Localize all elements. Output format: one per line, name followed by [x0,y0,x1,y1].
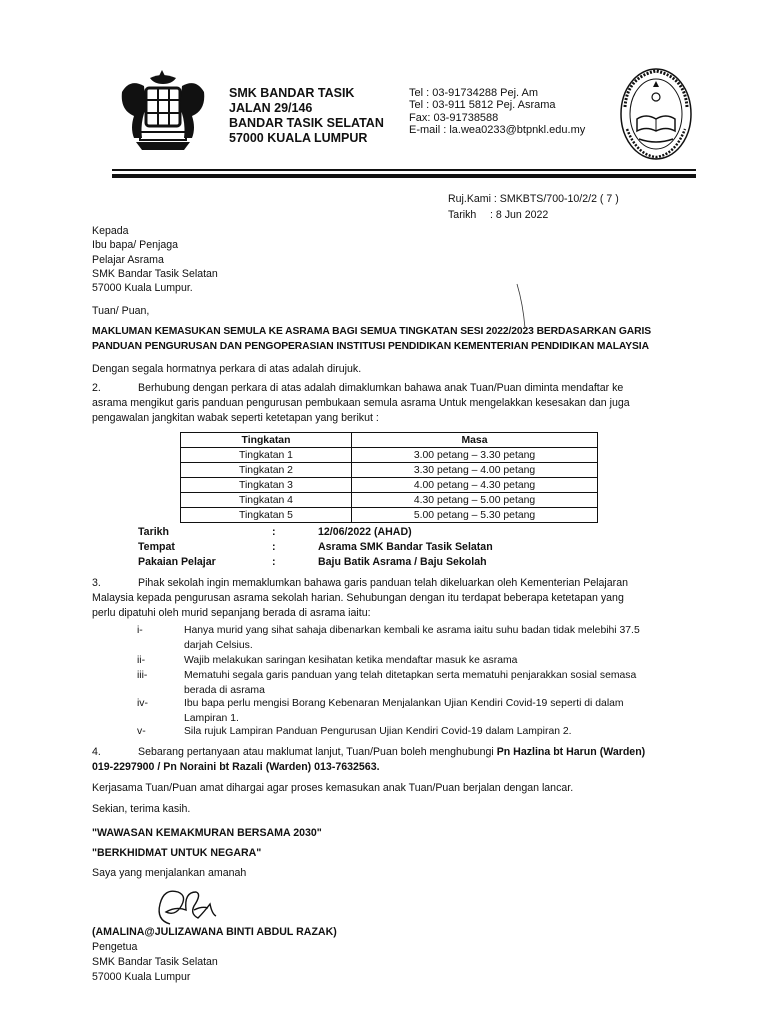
recipient-line: 57000 Kuala Lumpur. [92,282,193,295]
recipient-line: Kepada [92,225,129,237]
signatory-title: Pengetua [92,941,138,953]
para3-number: 3. [92,577,101,589]
rule-line: Sila rujuk Lampiran Panduan Pengurusan Ujian Kendiri Covid-19 dalam Lampiran 2. [184,726,572,737]
rule-number: v- [137,726,146,737]
salutation: Tuan/ Puan, [92,305,150,317]
para3-line: Pihak sekolah ingin memaklumkan bahawa garis panduan telah dikeluarkan oleh Kementerian Pelajaran [138,577,628,589]
rule-number: iii- [137,670,148,681]
warden-contact-2: 019-2297900 / Pn Noraini bt Razali (Warden) 013-7632563. [92,761,380,773]
cell-form: Tingkatan 5 [181,508,352,523]
rule-item [184,624,640,653]
para4-line [92,745,684,760]
para2-line: asrama mengikut garis panduan pengurusan pembukaan semula asrama Untuk mengelakkan kesesakan dan juga [92,397,630,409]
school-city: 57000 KUALA LUMPUR [229,131,368,145]
fax: Fax: 03-91738588 [409,111,499,124]
rule-number: i- [137,625,143,636]
header-divider-thin [112,169,696,171]
table-row [181,448,598,463]
recipient-block [92,224,218,295]
detail-value-place: Asrama SMK Bandar Tasik Selatan [318,541,493,553]
table-row [181,508,598,523]
cell-time: 5.00 petang – 5.30 petang [352,508,598,523]
signatory-org: SMK Bandar Tasik Selatan [92,956,218,968]
table-row [181,493,598,508]
cell-form: Tingkatan 1 [181,448,352,463]
rule-number: iv- [137,698,148,709]
rule-line: berada di asrama [184,684,265,696]
rule-item [184,725,572,740]
cell-time: 4.00 petang – 4.30 petang [352,478,598,493]
school-address-block [229,86,384,146]
recipient-line: SMK Bandar Tasik Selatan [92,267,218,280]
rule-line: Hanya murid yang sihat sahaja dibenarkan kembali ke asrama iaitu suhu badan tidak melebihi 37.5 [184,625,640,636]
rule-item [184,654,517,669]
closing-thanks: Sekian, terima kasih. [92,803,191,815]
rule-line: Lampiran 1. [184,712,239,724]
table-row [181,478,598,493]
schedule-table [180,432,598,523]
para2-line: pengawalan jangkitan wabak seperti ketetapan yang berikut : [92,412,379,424]
date-value: : 8 Jun 2022 [490,209,549,221]
col-header-tingkatan: Tingkatan [181,433,352,448]
rule-line: Mematuhi segala garis panduan yang telah ditetapkan serta mematuhi penjarakkan sosial semasa [184,670,637,681]
pen-mark [515,282,529,330]
warden-contact-1: Pn Hazlina bt Harun (Warden) [496,746,646,758]
detail-value-attire: Baju Batik Asrama / Baju Sekolah [318,556,487,568]
malaysia-coat-of-arms-logo [112,66,214,158]
para4 [92,745,684,775]
school-area: BANDAR TASIK SELATAN [229,116,384,130]
tel-general: Tel : 03-91734288 Pej. Am [409,87,539,99]
rule-line: Ibu bapa perlu mengisi Borang Kebenaran Menjalankan Ujian Kendiri Covid-19 seperti di dalam [184,698,624,709]
rule-item [184,697,624,726]
greeting: Dengan segala hormatnya perkara di atas adalah dirujuk. [92,363,362,375]
para2-line: Berhubung dengan perkara di atas adalah dimaklumkan bahawa anak Tuan/Puan diminta mendaftar ke [138,382,624,394]
cell-form: Tingkatan 2 [181,463,352,478]
detail-label-date: Tarikh [138,526,170,538]
email: E-mail : la.wea0233@btpnkl.edu.my [409,123,586,136]
motto-berkhidmat: "BERKHIDMAT UNTUK NEGARA" [92,847,262,859]
recipient-line: Ibu bapa/ Penjaga [92,239,179,252]
school-street: JALAN 29/146 [229,101,313,115]
cell-form: Tingkatan 4 [181,493,352,508]
col-header-masa: Masa [352,433,598,448]
para4-text: Sebarang pertanyaan atau maklumat lanjut, Tuan/Puan boleh menghubungi [138,746,497,758]
para2-number: 2. [92,382,101,394]
rule-item [184,669,636,698]
reference-number: Ruj.Kami : SMKBTS/700-10/2/2 ( 7 ) [448,193,619,205]
subject-line: PANDUAN PENGURUSAN DAN PENGOPERASIAN INSTITUSI PENDIDIKAN KEMENTERIAN PENDIDIKAN MALAYSIA [92,341,649,352]
closing-cooperation: Kerjasama Tuan/Puan amat dihargai agar proses kemasukan anak Tuan/Puan berjalan dengan lancar. [92,782,574,794]
school-name: SMK BANDAR TASIK [229,86,355,100]
header-divider-thick [112,174,696,178]
recipient-line: Pelajar Asrama [92,253,164,266]
para3 [92,576,684,621]
para4-number: 4. [92,746,101,758]
cell-form: Tingkatan 3 [181,478,352,493]
subject-line: MAKLUMAN KEMASUKAN SEMULA KE ASRAMA BAGI SEMUA TINGKATAN SESI 2022/2023 BERDASARKAN GARIS [92,326,652,337]
detail-label-attire: Pakaian Pelajar [138,556,216,568]
cell-time: 4.30 petang – 5.00 petang [352,493,598,508]
table-row [181,463,598,478]
date-label: Tarikh [448,209,477,221]
detail-sep: : [272,541,276,553]
school-seal-logo [619,67,693,161]
cell-time: 3.00 petang – 3.30 petang [352,448,598,463]
signatory-name: (AMALINA@JULIZAWANA BINTI ABDUL RAZAK) [92,926,337,938]
tel-hostel: Tel : 03-911 5812 Pej. Asrama [409,99,556,112]
cell-time: 3.30 petang – 4.00 petang [352,463,598,478]
para3-line: perlu dipatuhi oleh murid sepanjang berada di asrama iaitu: [92,607,371,619]
detail-label-place: Tempat [138,541,175,553]
signatory-city: 57000 Kuala Lumpur [92,971,191,983]
amanah-line: Saya yang menjalankan amanah [92,867,247,879]
table-header-row [181,433,598,448]
para2 [92,381,684,426]
rule-number: ii- [137,655,146,666]
para3-line: Malaysia kepada pengurusan asrama sekolah harian. Sehubungan dengan itu terdapat beberapa ketetapan yang [92,592,624,604]
detail-sep: : [272,526,276,538]
motto-wawasan: "WAWASAN KEMAKMURAN BERSAMA 2030" [92,827,322,839]
contact-block [409,87,585,136]
detail-sep: : [272,556,276,568]
rule-line: darjah Celsius. [184,639,253,651]
detail-value-date: 12/06/2022 (AHAD) [318,526,412,538]
subject-heading [92,324,651,354]
rule-line: Wajib melakukan saringan kesihatan ketika mendaftar masuk ke asrama [184,655,518,666]
